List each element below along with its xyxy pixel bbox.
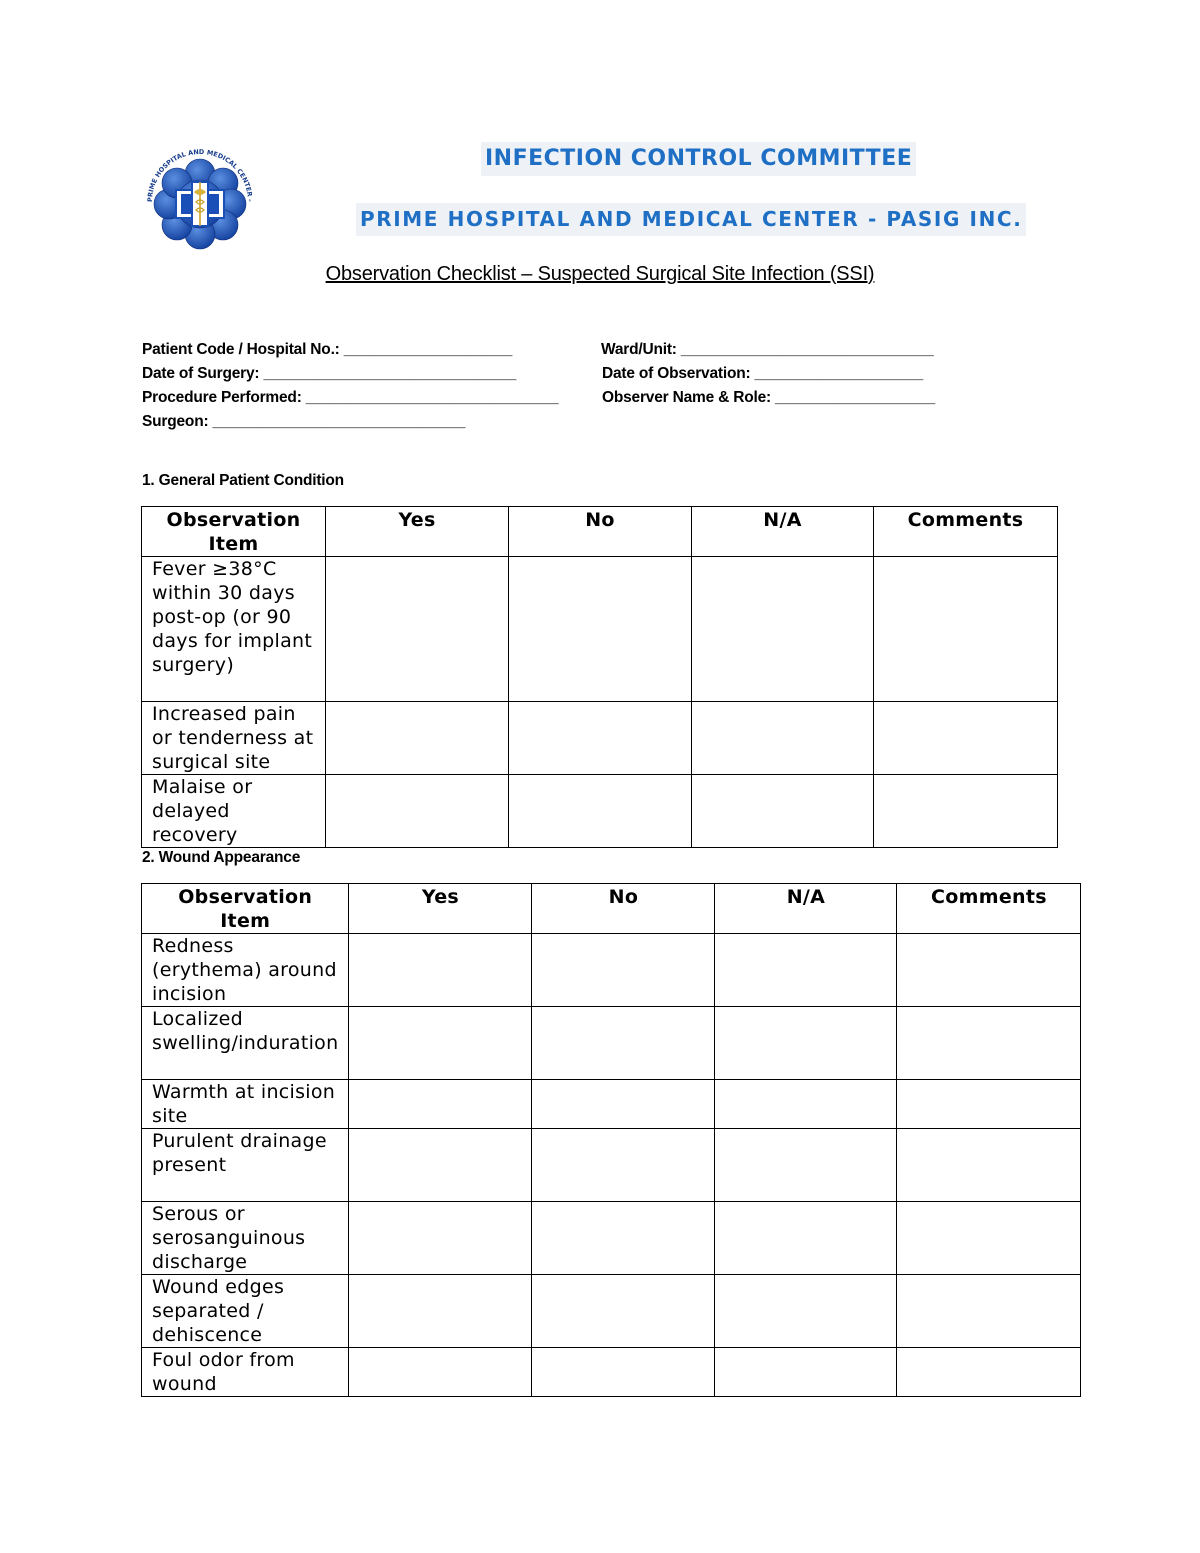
comments-cell[interactable] [874, 775, 1058, 848]
yes-cell[interactable] [349, 1202, 532, 1275]
no-cell[interactable] [532, 1202, 715, 1275]
comments-cell[interactable] [897, 1080, 1081, 1129]
no-cell[interactable] [532, 1007, 715, 1080]
observer-name-role-field[interactable]: Observer Name & Role: ___________________ [602, 389, 936, 406]
ward-unit-field[interactable]: Ward/Unit: ______________________________ [601, 341, 934, 358]
na-cell[interactable] [715, 1275, 897, 1348]
col-yes: Yes [326, 507, 509, 557]
comments-cell[interactable] [897, 1275, 1081, 1348]
date-of-surgery-field[interactable]: Date of Surgery: ______________________________ [142, 365, 517, 382]
comments-cell[interactable] [874, 557, 1058, 702]
no-cell[interactable] [532, 1275, 715, 1348]
yes-cell[interactable] [326, 775, 509, 848]
page-title: Observation Checklist – Suspected Surgical Site Infection (SSI) [325, 263, 875, 285]
observation-item: Fever ≥38°C within 30 days post-op (or 90 days for implant surgery) [142, 557, 326, 702]
table-row [142, 702, 1058, 775]
observation-item: Foul odor from wound [142, 1348, 349, 1397]
logo-text: PRIME HOSPITAL AND MEDICAL CENTER - [145, 147, 255, 203]
na-cell[interactable] [715, 934, 897, 1007]
yes-cell[interactable] [349, 1275, 532, 1348]
table-row [142, 934, 1081, 1007]
table-row [142, 1348, 1081, 1397]
col-observation-item: Observation Item [142, 884, 349, 934]
na-cell[interactable] [715, 1007, 897, 1080]
hospital-logo [132, 136, 268, 254]
na-cell[interactable] [715, 1348, 897, 1397]
patient-code-field[interactable]: Patient Code / Hospital No.: ____________________ [142, 341, 513, 358]
col-na: N/A [692, 507, 874, 557]
observation-item: Malaise or delayed recovery [142, 775, 326, 848]
comments-cell[interactable] [897, 1007, 1081, 1080]
surgeon-field[interactable]: Surgeon: ______________________________ [142, 413, 466, 430]
na-cell[interactable] [715, 1202, 897, 1275]
na-cell[interactable] [692, 775, 874, 848]
table-row [142, 775, 1058, 848]
table-header-row [142, 884, 1081, 934]
observation-item: Redness (erythema) around incision [142, 934, 349, 1007]
col-observation-item: Observation Item [142, 507, 326, 557]
no-cell[interactable] [532, 1080, 715, 1129]
col-comments: Comments [874, 507, 1058, 557]
observation-item: Wound edges separated / dehiscence [142, 1275, 349, 1348]
table-row [142, 1007, 1081, 1080]
na-cell[interactable] [715, 1080, 897, 1129]
observation-item: Purulent drainage present [142, 1129, 349, 1202]
comments-cell[interactable] [897, 1348, 1081, 1397]
table-row [142, 1275, 1081, 1348]
col-no: No [509, 507, 692, 557]
no-cell[interactable] [509, 557, 692, 702]
no-cell[interactable] [532, 1129, 715, 1202]
observation-item: Warmth at incision site [142, 1080, 349, 1129]
date-of-observation-field[interactable]: Date of Observation: ____________________ [602, 365, 923, 382]
no-cell[interactable] [509, 702, 692, 775]
general-condition-table [141, 506, 1058, 848]
table-row [142, 557, 1058, 702]
yes-cell[interactable] [349, 1348, 532, 1397]
col-comments: Comments [897, 884, 1081, 934]
no-cell[interactable] [532, 934, 715, 1007]
procedure-performed-field[interactable]: Procedure Performed: ______________________________ [142, 389, 559, 406]
yes-cell[interactable] [349, 1129, 532, 1202]
col-na: N/A [715, 884, 897, 934]
section2-heading: 2. Wound Appearance [142, 849, 301, 866]
col-yes: Yes [349, 884, 532, 934]
na-cell[interactable] [692, 557, 874, 702]
yes-cell[interactable] [326, 702, 509, 775]
comments-cell[interactable] [897, 1129, 1081, 1202]
table-row [142, 1129, 1081, 1202]
no-cell[interactable] [509, 775, 692, 848]
observation-item: Localized swelling/induration [142, 1007, 349, 1080]
na-cell[interactable] [692, 702, 874, 775]
section1-heading: 1. General Patient Condition [142, 472, 344, 489]
yes-cell[interactable] [349, 934, 532, 1007]
yes-cell[interactable] [349, 1080, 532, 1129]
yes-cell[interactable] [349, 1007, 532, 1080]
no-cell[interactable] [532, 1348, 715, 1397]
comments-cell[interactable] [897, 1202, 1081, 1275]
yes-cell[interactable] [326, 557, 509, 702]
na-cell[interactable] [715, 1129, 897, 1202]
observation-item: Increased pain or tenderness at surgical site [142, 702, 326, 775]
table-row [142, 1080, 1081, 1129]
committee-heading: INFECTION CONTROL COMMITTEE [481, 142, 916, 176]
wound-appearance-table [141, 883, 1081, 1397]
table-row [142, 1202, 1081, 1275]
col-no: No [532, 884, 715, 934]
hospital-heading: PRIME HOSPITAL AND MEDICAL CENTER - PASIG INC. [356, 203, 1026, 236]
table-header-row [142, 507, 1058, 557]
comments-cell[interactable] [897, 934, 1081, 1007]
comments-cell[interactable] [874, 702, 1058, 775]
observation-item: Serous or serosanguinous discharge [142, 1202, 349, 1275]
